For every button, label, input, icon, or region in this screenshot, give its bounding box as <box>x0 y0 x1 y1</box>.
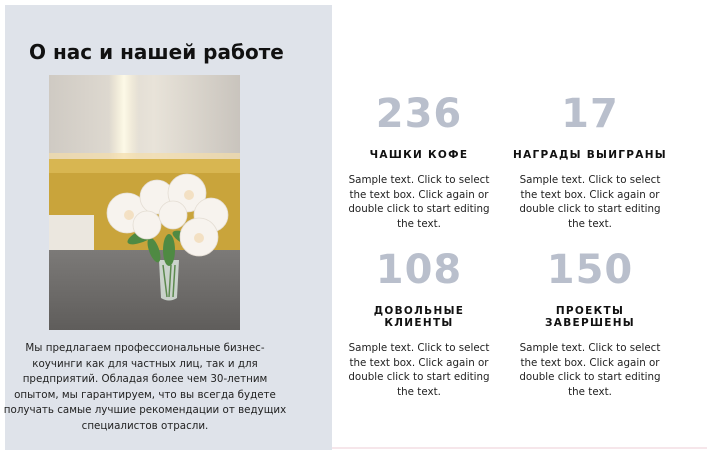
section-title: О нас и нашей работе <box>29 40 284 64</box>
bottom-divider <box>332 447 707 449</box>
section-description: Мы предлагаем профессиональные бизнес-коучинги как для частных лиц, так и для предприятий. Обладая более чем 30-летним опытом, мы гарантируем, что вы всегда будете получать самые лучшие рекомендации от ведущих специалистов отрасли. <box>3 342 287 432</box>
stat-text: Sample text. Click to select the text box. Click again or double click to start editing the text. <box>519 342 661 399</box>
stat-number: 236 <box>375 91 463 137</box>
stat-coffee-cups <box>339 91 499 232</box>
stat-number: 150 <box>546 247 634 293</box>
stat-number: 108 <box>375 247 463 293</box>
stat-happy-clients <box>339 247 499 400</box>
flower-vase-image <box>49 75 240 330</box>
stat-text: Sample text. Click to select the text box. Click again or double click to start editing the text. <box>519 174 661 231</box>
stat-text: Sample text. Click to select the text box. Click again or double click to start editing the text. <box>348 342 490 399</box>
stat-label: НАГРАДЫ ВЫИГРАНЫ <box>513 149 667 161</box>
stat-label: ЧАШКИ КОФЕ <box>369 149 469 161</box>
stat-label: ПРОЕКТЫ ЗАВЕРШЕНЫ <box>545 305 635 329</box>
stat-text: Sample text. Click to select the text box. Click again or double click to start editing the text. <box>348 174 490 231</box>
stat-number: 17 <box>561 91 619 137</box>
stat-projects-completed <box>510 247 670 400</box>
stat-label: ДОВОЛЬНЫЕ КЛИЕНТЫ <box>373 305 465 329</box>
stat-awards-won <box>510 91 670 232</box>
